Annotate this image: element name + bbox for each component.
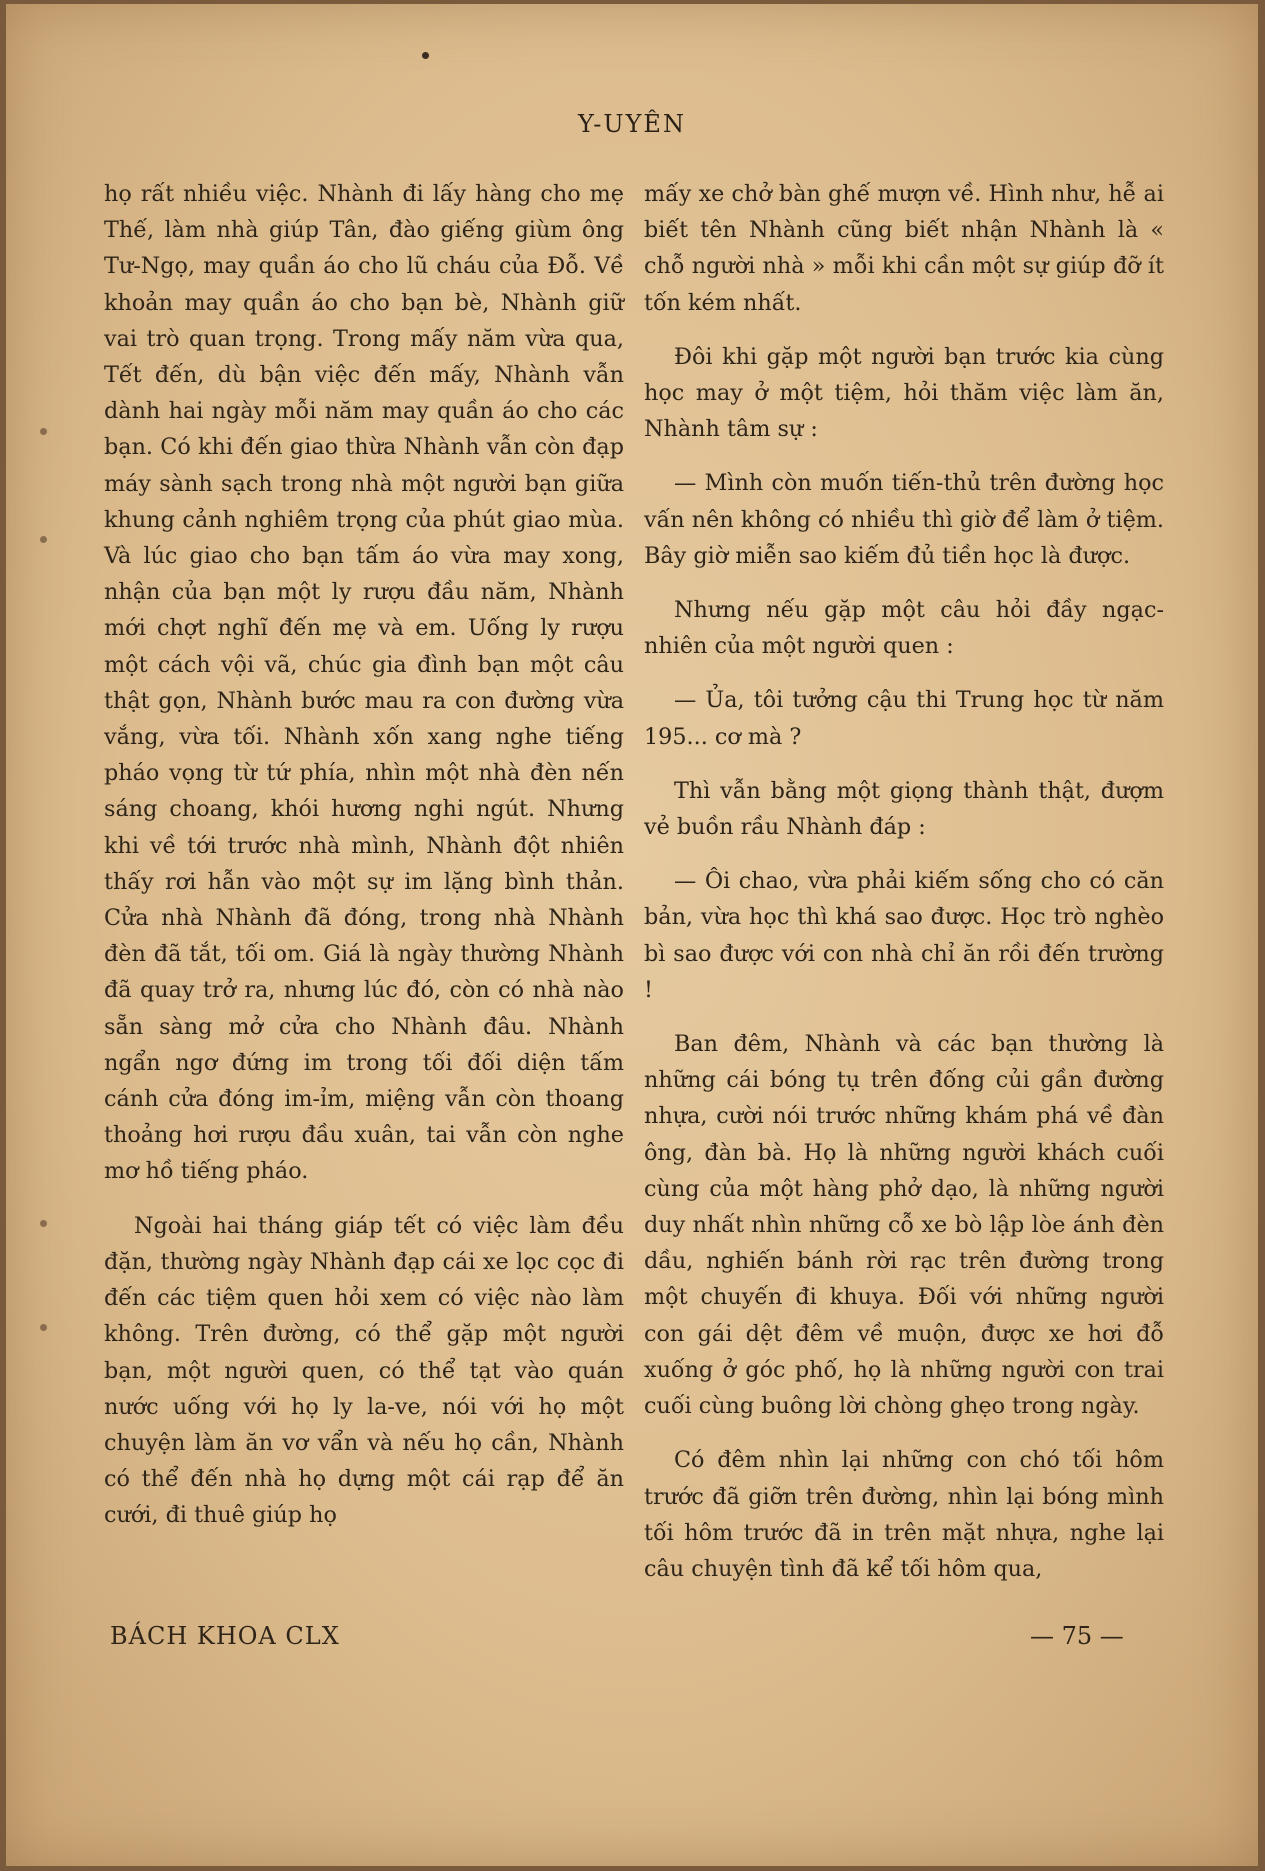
publication-footer: BÁCH KHOA CLX [110, 1622, 340, 1650]
paragraph: — Ủa, tôi tưởng cậu thi Trung học từ năm 195... cơ mà ? [644, 687, 1164, 750]
paragraph: Ban đêm, Nhành và các bạn thường là những cái bóng tụ trên đống củi gần đường nhựa, cười nói trước những khám phá về đàn ông, đàn bà. Họ là những người khách cuối cùng của một hàng phở dạo, là những người duy nhất nhìn những cỗ xe bò lập lòe ánh đèn dầu, nghiến bánh rời rạc trên đường trong một chuyến đi khuya. Đối với những người con gái dệt đêm về muộn, được xe hơi đỗ xuống ở góc phố, họ là những người con trai cuối cùng buông lời chòng ghẹo trong ngày. [644, 1031, 1164, 1420]
binding-hole [40, 1220, 47, 1227]
paragraph: Có đêm nhìn lại những con chó tối hôm trước đã giỡn trên đường, nhìn lại bóng mình tối hôm trước đã in trên mặt nhựa, nghe lại câu chuyện tình đã kể tối hôm qua, [644, 1447, 1164, 1582]
paragraph: Ngoài hai tháng giáp tết có việc làm đều đặn, thường ngày Nhành đạp cái xe lọc cọc đi đến các tiệm quen hỏi xem có việc nào làm không. Trên đường, có thể gặp một người bạn, một người quen, có thể tạt vào quán nước uống với họ ly la-ve, nói với họ một chuyện làm ăn vơ vẩn và nếu họ cần, Nhành có thể đến nhà họ dựng một cái rạp để ăn cưới, đi thuê giúp họ [104, 1212, 624, 1529]
ink-dot [422, 52, 429, 59]
running-head: Y-UYÊN [578, 110, 686, 138]
right-column [644, 176, 1164, 1605]
paragraph: mấy xe chở bàn ghế mượn về. Hình như, hễ ai biết tên Nhành cũng biết nhận Nhành là « chỗ người nhà » mỗi khi cần một sự giúp đỡ ít tốn kém nhất. [644, 181, 1164, 316]
left-column [104, 176, 624, 1552]
binding-hole [40, 536, 47, 543]
paragraph: Nhưng nếu gặp một câu hỏi đầy ngạc-nhiên của một người quen : [644, 597, 1164, 660]
book-page [6, 4, 1258, 1866]
paragraph: — Ôi chao, vừa phải kiếm sống cho có căn bản, vừa học thì khá sao được. Học trò nghèo bì sao được với con nhà chỉ ăn rồi đến trường ! [644, 868, 1164, 1003]
paragraph: Thì vẫn bằng một giọng thành thật, đượm vẻ buồn rầu Nhành đáp : [644, 777, 1164, 841]
paragraph: Đôi khi gặp một người bạn trước kia cùng học may ở một tiệm, hỏi thăm việc làm ăn, Nhành tâm sự : [644, 343, 1164, 443]
binding-hole [40, 1324, 47, 1331]
page-number: — 75 — [1030, 1622, 1124, 1650]
paragraph: — Mình còn muốn tiến-thủ trên đường học vấn nên không có nhiều thì giờ để làm ở tiệm. Bây giờ miễn sao kiếm đủ tiền học là được. [644, 470, 1164, 569]
binding-hole [40, 428, 47, 435]
paragraph: họ rất nhiều việc. Nhành đi lấy hàng cho mẹ Thế, làm nhà giúp Tân, đào giếng giùm ông Tư-Ngọ, may quần áo cho lũ cháu của Đỗ. Về khoản may quần áo cho bạn bè, Nhành giữ vai trò quan trọng. Trong mấy năm vừa qua, Tết đến, dù bận việc đến mấy, Nhành vẫn dành hai ngày mỗi năm may quần áo cho các bạn. Có khi đến giao thừa Nhành vẫn còn đạp máy sành sạch trong nhà một người bạn giữa khung cảnh nghiêm trọng của phút giao mùa. Và lúc giao cho bạn tấm áo vừa may xong, nhận của bạn một ly rượu đầu năm, Nhành mới chợt nghĩ đến mẹ và em. Uống ly rượu một cách vội vã, chúc gia đình bạn một câu thật gọn, Nhành bước mau ra con đường vừa vắng, vừa tối. Nhành xốn xang nghe tiếng pháo vọng từ tứ phía, nhìn một nhà đèn nến sáng choang, khói hương nghi ngút. Nhưng khi về tới trước nhà mình, Nhành đột nhiên thấy rơi hẫn vào một sự im lặng bình thản. Cửa nhà Nhành đã đóng, trong nhà Nhành đèn đã tắt, tối om. Giá là ngày thường Nhành đã quay trở ra, nhưng lúc đó, còn có nhà nào sẵn sàng mở cửa cho Nhành đâu. Nhành ngẩn ngơ đứng im trong tối đối diện tấm cánh cửa đóng im-ỉm, miệng vẫn còn thoang thoảng hơi rượu đầu xuân, tai vẫn còn nghe mơ hồ tiếng pháo. [104, 181, 624, 1185]
